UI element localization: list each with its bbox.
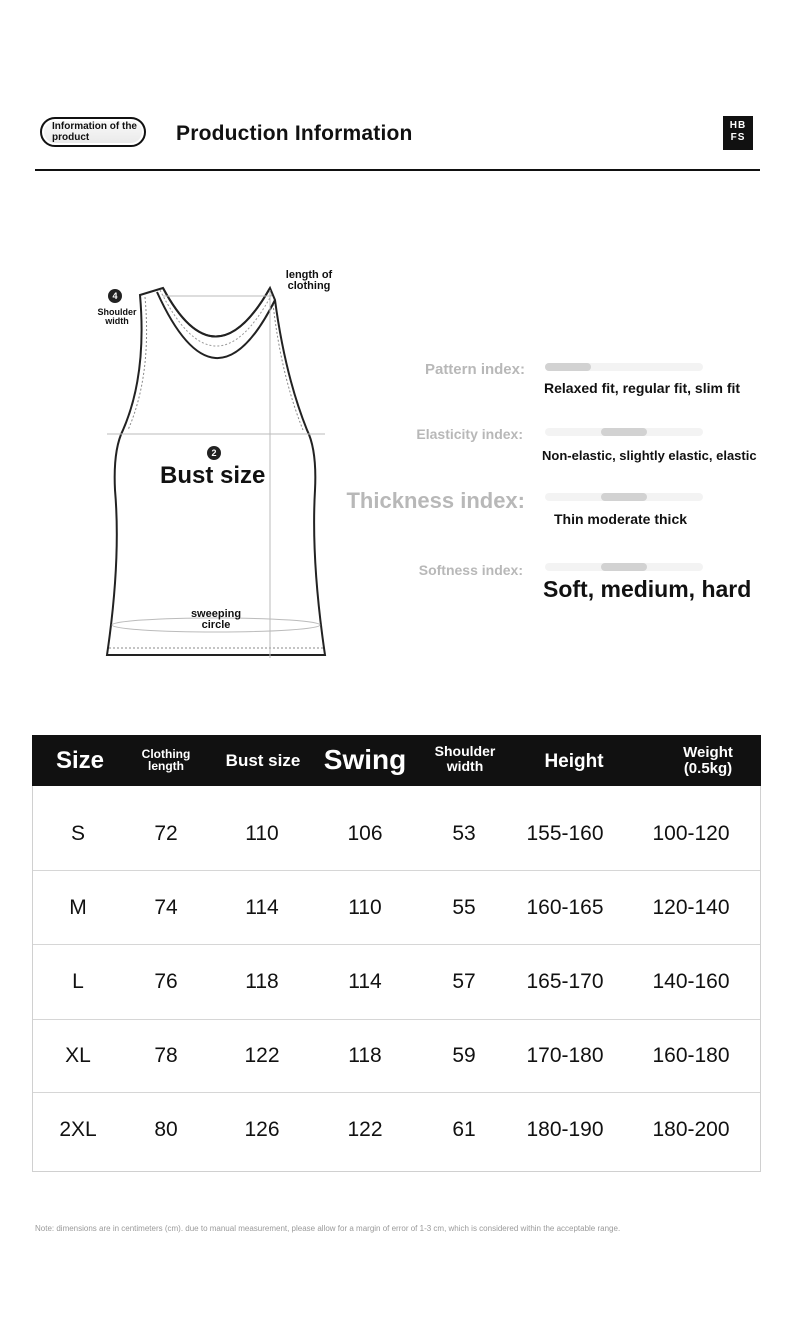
thickness-index-bar (545, 493, 703, 501)
sweeping-circle-label: sweeping circle (190, 608, 242, 631)
logo-line-1: HB (729, 120, 747, 131)
cell-shoulder-width: 55 (452, 896, 476, 919)
pattern-index-label: Pattern index: (424, 361, 525, 378)
row-divider (33, 944, 760, 945)
brand-logo (723, 116, 753, 150)
cell-height: 170-180 (526, 1044, 604, 1067)
cell-bust-size: 122 (244, 1044, 280, 1067)
softness-index-value: Soft, medium, hard (543, 576, 752, 602)
cell-size: L (72, 970, 84, 993)
cell-clothing-length: 74 (154, 896, 178, 919)
cell-shoulder-width: 59 (452, 1044, 476, 1067)
elasticity-index-label: Elasticity index: (416, 426, 523, 442)
cell-weight: 120-140 (652, 896, 730, 919)
header-divider (35, 169, 760, 171)
thickness-index-value: Thin moderate thick (554, 511, 688, 527)
cell-shoulder-width: 53 (452, 822, 476, 845)
cell-bust-size: 118 (245, 970, 279, 993)
pattern-index-bar (545, 363, 703, 371)
measurement-note: Note: dimensions are in centimeters (cm). due to manual measurement, please allow for a margin of error of 1-3 cm, which is considered within the acceptable range. (35, 1224, 621, 1233)
pattern-index-fill (545, 363, 591, 371)
col-clothing-length-header: Clothing length (141, 747, 191, 773)
cell-swing: 122 (347, 1118, 383, 1141)
cell-bust-size: 126 (244, 1118, 280, 1141)
elasticity-index-value: Non-elastic, slightly elastic, elastic (542, 448, 757, 463)
cell-clothing-length: 78 (154, 1044, 178, 1067)
bust-number-badge: 2 (207, 446, 221, 460)
cell-weight: 100-120 (652, 822, 730, 845)
softness-index-fill (601, 563, 647, 571)
cell-height: 180-190 (526, 1118, 604, 1141)
thickness-index-fill (601, 493, 647, 501)
row-divider (33, 1092, 760, 1093)
cell-bust-size: 110 (245, 822, 279, 845)
cell-shoulder-width: 57 (452, 970, 476, 993)
cell-size: XL (65, 1044, 91, 1067)
thickness-index-label: Thickness index: (346, 488, 525, 513)
logo-line-2: FS (730, 132, 746, 143)
col-weight-header: Weight (0.5kg) (683, 744, 733, 777)
softness-index-label: Softness index: (418, 562, 523, 578)
cell-clothing-length: 72 (154, 822, 178, 845)
cell-height: 160-165 (526, 896, 604, 919)
cell-weight: 140-160 (652, 970, 730, 993)
elasticity-index-fill (601, 428, 647, 436)
cell-shoulder-width: 61 (452, 1118, 476, 1141)
clothing-length-label: length of clothing (285, 269, 333, 292)
cell-clothing-length: 76 (154, 970, 178, 993)
cell-size: 2XL (59, 1118, 97, 1141)
bust-size-label: Bust size (160, 462, 266, 489)
col-height-header: Height (544, 751, 604, 772)
shoulder-number-badge: 4 (108, 289, 122, 303)
cell-swing: 106 (347, 822, 383, 845)
cell-swing: 118 (348, 1044, 382, 1067)
cell-bust-size: 114 (245, 896, 279, 919)
col-bust-size-header: Bust size (225, 751, 301, 770)
info-pill-label: Information of the product (52, 121, 137, 143)
cell-swing: 110 (348, 896, 382, 919)
cell-height: 165-170 (526, 970, 604, 993)
shoulder-width-label: Shoulder width (97, 307, 137, 326)
softness-index-bar (545, 563, 703, 571)
col-size-header: Size (55, 747, 105, 774)
row-divider (33, 870, 760, 871)
row-divider (33, 1019, 760, 1020)
elasticity-index-bar (545, 428, 703, 436)
cell-weight: 180-200 (652, 1118, 730, 1141)
cell-size: M (69, 896, 87, 919)
cell-size: S (70, 822, 86, 845)
pattern-index-value: Relaxed fit, regular fit, slim fit (544, 380, 741, 396)
page-title: Production Information (176, 122, 413, 145)
cell-clothing-length: 80 (154, 1118, 178, 1141)
col-shoulder-width-header: Shoulder width (434, 743, 496, 774)
cell-swing: 114 (348, 970, 382, 993)
cell-height: 155-160 (526, 822, 604, 845)
col-swing-header: Swing (323, 744, 407, 775)
cell-weight: 160-180 (652, 1044, 730, 1067)
